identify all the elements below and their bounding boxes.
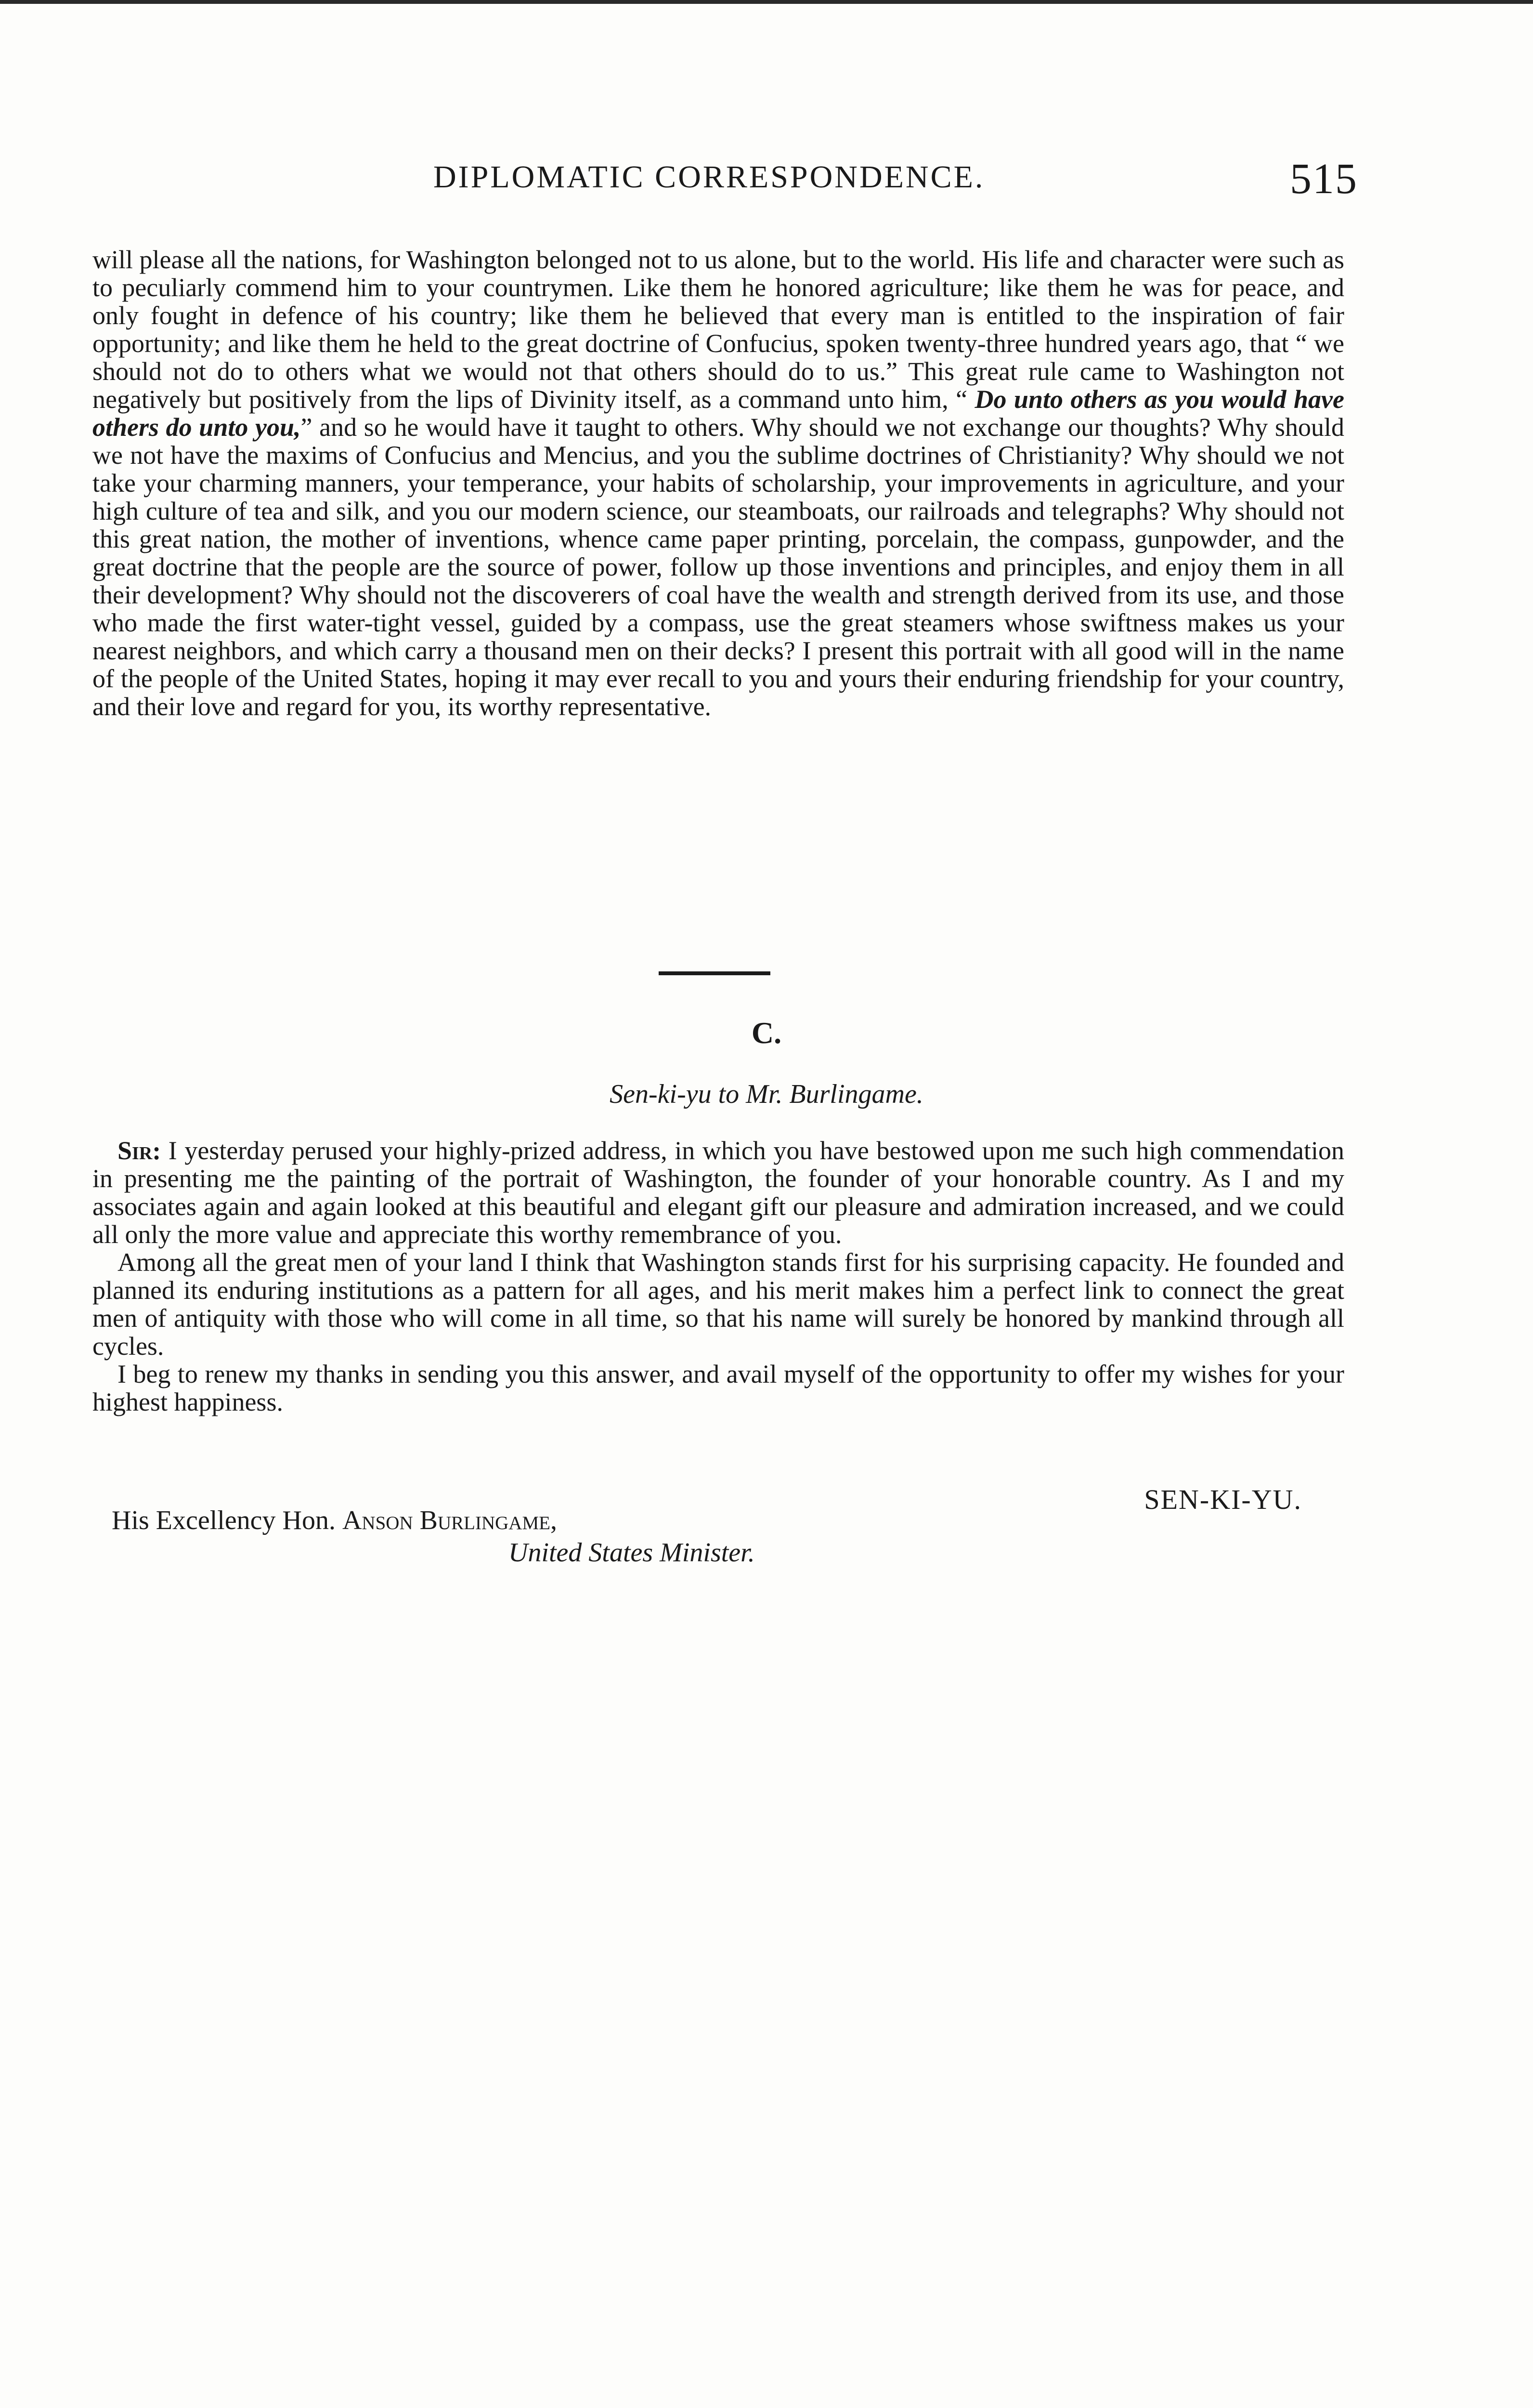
addressee-name: Anson Burlingame, — [342, 1505, 557, 1535]
letter-body — [92, 1137, 1344, 1416]
page-number: 515 — [1290, 155, 1358, 203]
signature: SEN-KI-YU. — [1144, 1484, 1302, 1515]
salutation: Sir: — [117, 1136, 161, 1165]
addressee-line — [112, 1505, 557, 1536]
body-text-after-quote: ” and so he would have it taught to others. Why should we not exchange our thoughts? Why should we not have the maxims of Confucius and Mencius, and you the sublime doctrines of Christianity? Why should we not take your charming manners, your temperance, your habits of scholarship, your improvements in agriculture, and your high culture of tea and silk, and you our modern science, our steamboats, our railroads and telegraphs? Why should not this great nation, the mother of inventions, whence came paper printing, porcelain, the compass, gunpowder, and the great doctrine that the people are the source of power, follow up those inventions and principles, and enjoy them in all their development? Why should not the discoverers of coal have the wealth and strength derived from its use, and those who made the first water-tight vessel, guided by a compass, use the great steamers whose swiftness makes us your nearest neighbors, and which carry a thousand men on their decks? I present this portrait with all good will in the name of the people of the United States, hoping it may ever recall to you and yours their enduring friendship for your country, and their love and regard for you, its worthy representative. — [92, 413, 1344, 721]
body-paragraph — [92, 246, 1344, 720]
letter-paragraph-1-text: I yesterday perused your highly-prized address, in which you have bestowed upon me such high commendation in presenting me the painting of the portrait of Washington, the founder of your honorable country. As I and my associates again and again looked at this beautiful and elegant gift our pleasure and admiration increased, and we could all only the more value and appreciate this worthy remembrance of you. — [92, 1136, 1344, 1249]
section-title: Sen-ki-yu to Mr. Burlingame. — [610, 1079, 923, 1109]
letter-paragraph-1 — [92, 1137, 1344, 1248]
body-text-before-quote: will please all the nations, for Washington belonged not to us alone, but to the world. His life and character were such as to peculiarly commend him to your countrymen. Like them he honored agriculture; like them he was for peace, and only fought in defence of his country; like them he believed that every man is entitled to the inspiration of fair opportunity; and like them he held to the great doctrine of Confucius, spoken twenty-three hundred years ago, that “ we should not do to others what we would not that others should do to us.” This great rule came to Washington not negatively but positively from the lips of Divinity itself, as a command unto him, “ — [92, 245, 1344, 414]
body-paragraph-text — [92, 246, 1344, 720]
golden-rule-quote: Do unto others as you would have others do unto you, — [92, 385, 1344, 442]
running-head: DIPLOMATIC CORRESPONDENCE. — [433, 159, 985, 195]
section-letter: C. — [751, 1016, 782, 1050]
page-top-edge — [0, 0, 1533, 4]
letter-paragraph-2: Among all the great men of your land I think that Washington stands first for his surprising capacity. He founded and planned its enduring institutions as a pattern for all ages, and his merit makes him a perfect link to connect the great men of antiquity with those who will come in all time, so that his name will surely be honored by mankind through all cycles. — [92, 1248, 1344, 1361]
page-header — [424, 154, 1358, 207]
section-divider — [659, 971, 770, 975]
addressee-prefix: His Excellency Hon. — [112, 1505, 342, 1535]
addressee-title: United States Minister. — [508, 1538, 755, 1568]
letter-paragraph-3: I beg to renew my thanks in sending you this answer, and avail myself of the opportunity to offer my wishes for your highest happiness. — [92, 1360, 1344, 1416]
